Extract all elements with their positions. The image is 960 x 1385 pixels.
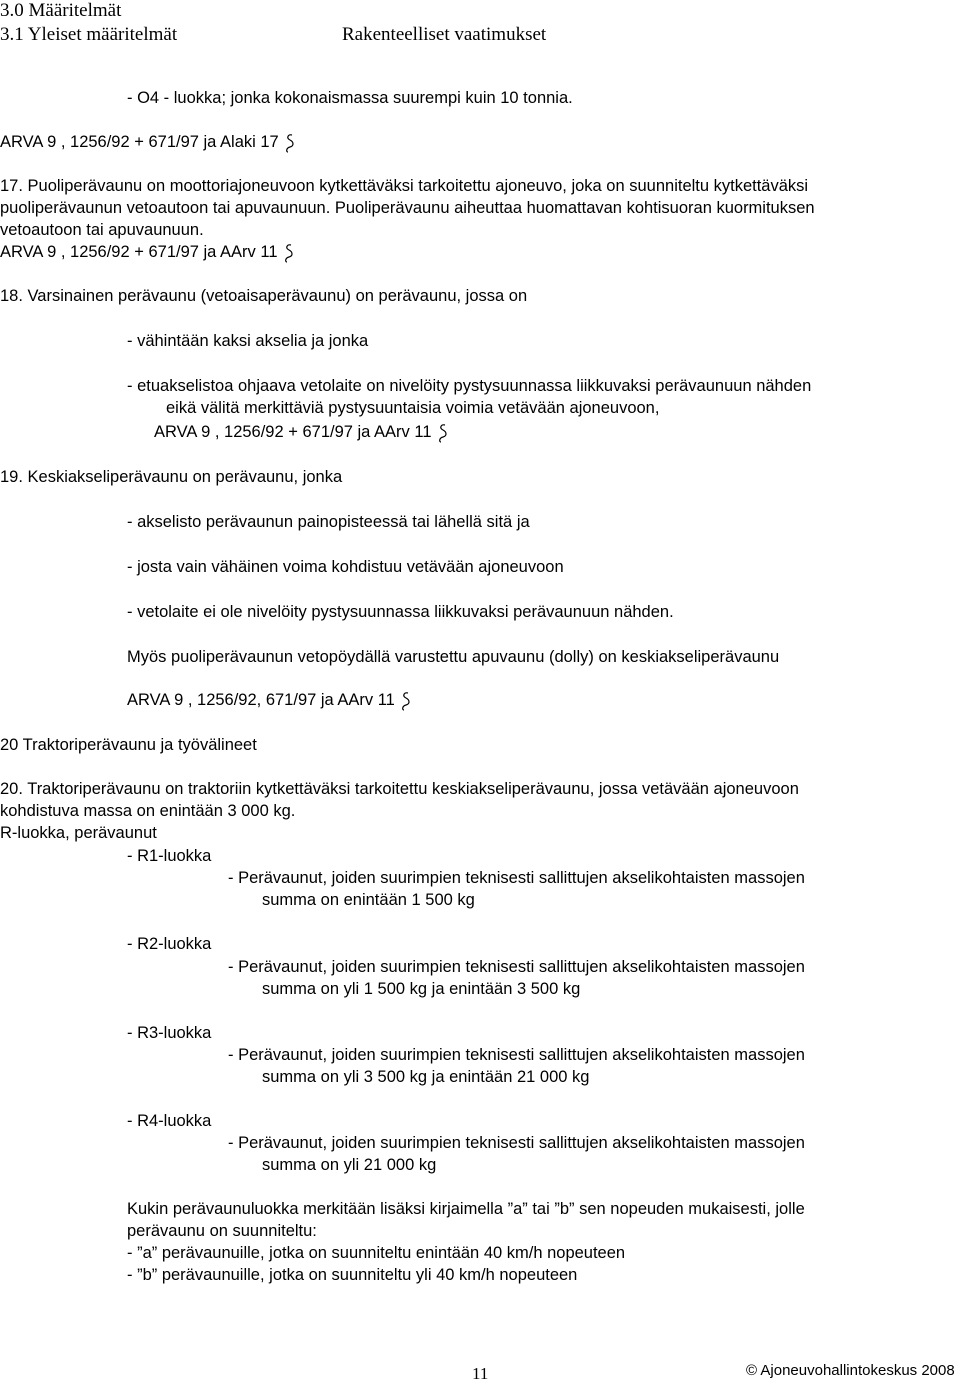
reference-text: ARVA 9 , 1256/92 + 671/97 ja AArv 11	[0, 243, 278, 261]
subject-heading: Rakenteelliset vaatimukset	[342, 24, 547, 45]
r4-description-line-1: - Perävaunut, joiden suurimpien teknisesti sallittujen akselikohtaisten massojen	[228, 1134, 805, 1152]
speed-class-b: - ”b” perävaunuille, jotka on suunniteltu yli 40 km/h nopeuteen	[127, 1266, 578, 1284]
r3-description-line-2: summa on yli 3 500 kg ja enintään 21 000 kg	[262, 1068, 590, 1086]
r-class-heading: R-luokka, perävaunut	[0, 824, 157, 842]
section-mark-icon	[401, 691, 411, 711]
definition-19-bullet-3: - vetolaite ei ole nivelöity pystysuunnassa liikkuvaksi perävaunuun nähden.	[127, 603, 674, 621]
reference-line	[127, 690, 411, 711]
section-mark-icon	[284, 243, 294, 263]
copyright-notice: © Ajoneuvohallintokeskus 2008	[746, 1362, 955, 1379]
definition-19-note: Myös puoliperävaunun vetopöydällä varustettu apuvaunu (dolly) on keskiakseliperävaunu	[127, 648, 780, 666]
section-20-heading: 20 Traktoriperävaunu ja työvälineet	[0, 736, 257, 754]
reference-text: ARVA 9 , 1256/92, 671/97 ja AArv 11	[127, 691, 395, 709]
r4-class: - R4-luokka	[127, 1112, 212, 1130]
definition-18-bullet-2-line-2: eikä välitä merkittäviä pystysuuntaisia voimia vetävään ajoneuvoon,	[166, 399, 660, 417]
reference-line	[0, 132, 295, 153]
speed-class-intro-line-1: Kukin perävaunuluokka merkitään lisäksi kirjaimella ”a” tai ”b” sen nopeuden mukaisesti, jolle	[127, 1200, 805, 1218]
r1-description-line-1: - Perävaunut, joiden suurimpien teknisesti sallittujen akselikohtaisten massojen	[228, 869, 805, 887]
r1-class: - R1-luokka	[127, 847, 212, 865]
r1-description-line-2: summa on enintään 1 500 kg	[262, 891, 475, 909]
r3-class: - R3-luokka	[127, 1024, 212, 1042]
speed-class-intro-line-2: perävaunu on suunniteltu:	[127, 1222, 317, 1240]
definition-17-line-1: 17. Puoliperävaunu on moottoriajoneuvoon kytkettäväksi tarkoitettu ajoneuvo, joka on suunniteltu kytkettäväksi	[0, 177, 809, 195]
reference-line	[0, 242, 294, 263]
r4-description-line-2: summa on yli 21 000 kg	[262, 1156, 437, 1174]
definition-18: 18. Varsinainen perävaunu (vetoaisaperävaunu) on perävaunu, jossa on	[0, 287, 528, 305]
definition-19: 19. Keskiakseliperävaunu on perävaunu, jonka	[0, 468, 343, 486]
r3-description-line-1: - Perävaunut, joiden suurimpien teknisesti sallittujen akselikohtaisten massojen	[228, 1046, 805, 1064]
o4-class-item: - O4 - luokka; jonka kokonaismassa suurempi kuin 10 tonnia.	[127, 89, 573, 107]
speed-class-a: - ”a” perävaunuille, jotka on suunniteltu enintään 40 km/h nopeuteen	[127, 1244, 626, 1262]
definition-17-line-2: puoliperävaunun vetoautoon tai apuvaunuun. Puoliperävaunu aiheuttaa huomattavan kohtisuoran kuormituksen	[0, 199, 815, 217]
r2-description-line-2: summa on yli 1 500 kg ja enintään 3 500 kg	[262, 980, 581, 998]
definition-20-line-1: 20. Traktoriperävaunu on traktoriin kytkettäväksi tarkoitettu keskiakseliperävaunu, jossa vetävään ajoneuvoon	[0, 780, 799, 798]
definition-20-line-2: kohdistuva massa on enintään 3 000 kg.	[0, 802, 296, 820]
reference-text: ARVA 9 , 1256/92 + 671/97 ja Alaki 17	[0, 133, 279, 151]
r2-class: - R2-luokka	[127, 935, 212, 953]
page-number: 11	[472, 1364, 489, 1383]
r2-description-line-1: - Perävaunut, joiden suurimpien teknisesti sallittujen akselikohtaisten massojen	[228, 958, 805, 976]
definition-19-bullet-2: - josta vain vähäinen voima kohdistuu vetävään ajoneuvoon	[127, 558, 564, 576]
definition-18-bullet-2-line-1: - etuakselistoa ohjaava vetolaite on nivelöity pystysuunnassa liikkuvaksi perävaunuun nähden	[127, 377, 812, 395]
section-heading: 3.1 Yleiset määritelmät	[0, 24, 178, 45]
reference-text: ARVA 9 , 1256/92 + 671/97 ja AArv 11	[154, 423, 432, 441]
definition-18-bullet-1: - vähintään kaksi akselia ja jonka	[127, 332, 369, 350]
section-mark-icon	[438, 423, 448, 443]
reference-line	[154, 422, 448, 443]
definition-17-line-3: vetoautoon tai apuvaunuun.	[0, 221, 204, 239]
chapter-heading: 3.0 Määritelmät	[0, 0, 122, 21]
definition-19-bullet-1: - akselisto perävaunun painopisteessä tai lähellä sitä ja	[127, 513, 530, 531]
section-mark-icon	[285, 133, 295, 153]
